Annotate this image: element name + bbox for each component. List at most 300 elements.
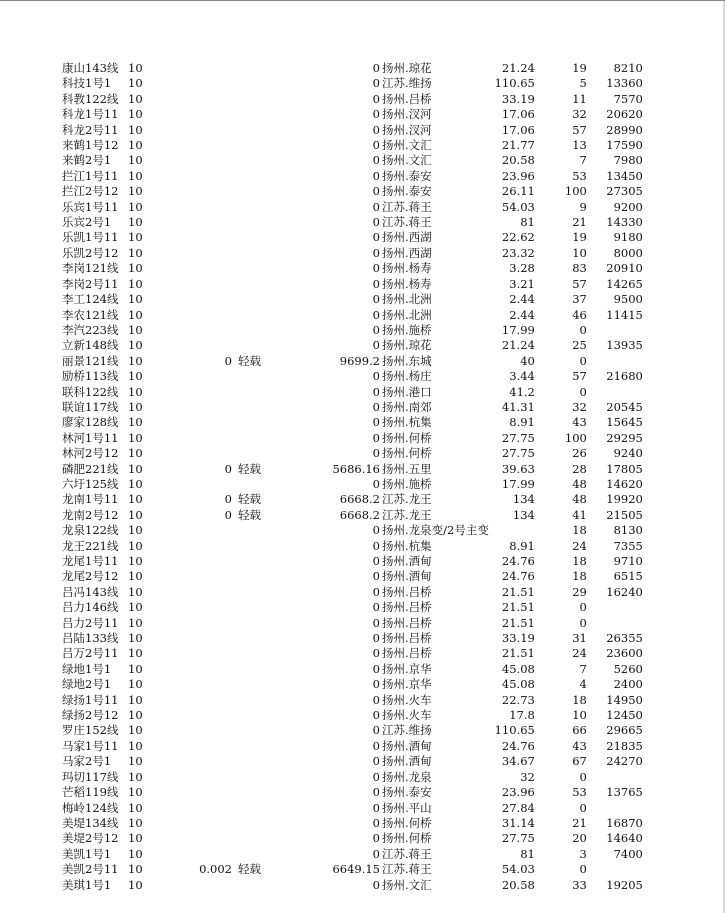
cell-rate — [176, 123, 232, 138]
cell-substation: 扬州.吕桥 — [382, 646, 432, 661]
cell-rate — [176, 878, 232, 893]
cell-line-name: 罗庄152线 — [62, 723, 119, 738]
cell-capacity: 9500 — [613, 292, 643, 307]
table-row — [62, 616, 643, 631]
cell-voltage: 10 — [128, 245, 143, 260]
cell-length: 27.84 — [501, 800, 535, 815]
table-row — [62, 708, 643, 723]
cell-percent: 53 — [572, 785, 587, 800]
cell-load-status: 轻载 — [238, 507, 261, 522]
cell-percent: 53 — [572, 168, 587, 183]
cell-rate: 0 — [224, 492, 232, 507]
cell-line-name: 科龙2号11 — [62, 122, 119, 137]
cell-substation: 扬州.文汇 — [382, 877, 432, 892]
cell-voltage: 10 — [128, 507, 143, 522]
cell-voltage: 10 — [128, 461, 143, 476]
cell-length: 2.44 — [509, 307, 535, 322]
cell-percent: 5 — [579, 76, 587, 91]
cell-capacity: 13935 — [606, 338, 643, 353]
cell-length: 134 — [512, 507, 535, 522]
cell-substation: 扬州.吕桥 — [382, 631, 432, 646]
cell-percent: 46 — [572, 307, 587, 322]
cell-rate — [176, 369, 232, 384]
table-row — [62, 677, 643, 692]
cell-load-status — [232, 369, 278, 384]
cell-load-value: 0 — [372, 215, 380, 230]
cell-voltage: 10 — [128, 446, 143, 461]
cell-voltage: 10 — [128, 430, 143, 445]
cell-load-status — [232, 693, 278, 708]
cell-load-value: 5686.16 — [332, 461, 380, 476]
cell-voltage: 10 — [128, 846, 143, 861]
cell-rate — [176, 539, 232, 554]
cell-capacity — [587, 770, 643, 785]
cell-substation: 江苏.蒋王 — [382, 862, 432, 877]
table-row — [62, 878, 643, 893]
cell-load-status — [232, 523, 278, 538]
cell-load-status — [232, 184, 278, 199]
cell-percent: 32 — [572, 107, 587, 122]
cell-load-status — [232, 308, 278, 323]
cell-voltage: 10 — [128, 107, 143, 122]
cell-capacity: 12450 — [606, 708, 643, 723]
cell-load-status — [232, 153, 278, 168]
cell-length: 33.19 — [501, 631, 535, 646]
cell-percent: 0 — [579, 384, 587, 399]
cell-rate — [176, 169, 232, 184]
cell-rate — [176, 831, 232, 846]
cell-percent: 57 — [572, 276, 587, 291]
cell-substation: 扬州.火车 — [382, 708, 432, 723]
cell-substation: 扬州.泰安 — [382, 184, 432, 199]
cell-rate — [176, 600, 232, 615]
cell-line-name: 马家2号1 — [62, 754, 112, 769]
cell-percent: 0 — [579, 862, 587, 877]
cell-voltage: 10 — [128, 692, 143, 707]
cell-percent: 18 — [572, 523, 587, 538]
cell-load-value: 0 — [372, 831, 380, 846]
cell-voltage: 10 — [128, 631, 143, 646]
cell-load-status: 轻载 — [238, 862, 261, 877]
cell-line-name: 吕力2号11 — [62, 615, 119, 630]
table-row — [62, 400, 643, 415]
cell-substation: 扬州.港口 — [382, 384, 432, 399]
cell-voltage: 10 — [128, 523, 143, 538]
cell-capacity: 7570 — [613, 91, 643, 106]
cell-load-value: 0 — [372, 708, 380, 723]
cell-rate — [176, 723, 232, 738]
cell-rate: 0.002 — [199, 862, 232, 877]
cell-line-name: 李岗2号11 — [62, 276, 119, 291]
cell-load-status — [232, 215, 278, 230]
cell-load-value: 0 — [372, 800, 380, 815]
cell-length: 8.91 — [509, 415, 535, 430]
cell-load-status — [232, 600, 278, 615]
cell-voltage: 10 — [128, 877, 143, 892]
cell-capacity — [587, 323, 643, 338]
cell-length: 23.32 — [501, 245, 535, 260]
table-row — [62, 385, 643, 400]
cell-percent: 13 — [572, 138, 587, 153]
cell-length: 20.58 — [501, 877, 535, 892]
cell-percent: 66 — [572, 723, 587, 738]
cell-line-name: 美琪1号1 — [62, 877, 112, 892]
cell-capacity: 9240 — [613, 446, 643, 461]
cell-substation: 扬州.泰安 — [382, 785, 432, 800]
cell-load-status — [232, 878, 278, 893]
cell-capacity: 2400 — [613, 677, 643, 692]
cell-percent: 26 — [572, 446, 587, 461]
cell-percent: 10 — [572, 245, 587, 260]
cell-substation: 扬州.汊河 — [382, 122, 432, 137]
cell-length: 17.06 — [501, 107, 535, 122]
cell-rate — [176, 292, 232, 307]
cell-length: 17.99 — [501, 322, 535, 337]
cell-length: 21.24 — [501, 338, 535, 353]
cell-substation: 扬州.杨庄 — [382, 369, 432, 384]
cell-rate — [176, 246, 232, 261]
table-row — [62, 831, 643, 846]
cell-length: 134 — [512, 492, 535, 507]
cell-load-value: 0 — [372, 569, 380, 584]
cell-voltage: 10 — [128, 661, 143, 676]
cell-rate — [176, 338, 232, 353]
cell-capacity: 23600 — [606, 646, 643, 661]
cell-substation: 江苏.龙王 — [382, 507, 432, 522]
table-row — [62, 431, 643, 446]
cell-capacity: 14620 — [606, 476, 643, 491]
cell-load-value: 0 — [372, 338, 380, 353]
cell-load-value: 0 — [372, 754, 380, 769]
cell-percent: 0 — [579, 322, 587, 337]
cell-voltage: 10 — [128, 600, 143, 615]
table-row — [62, 184, 643, 199]
cell-rate — [176, 785, 232, 800]
cell-rate — [176, 215, 232, 230]
cell-line-name: 芒稻119线 — [62, 785, 119, 800]
cell-percent: 28 — [572, 461, 587, 476]
cell-percent: 67 — [572, 754, 587, 769]
cell-rate — [176, 801, 232, 816]
cell-capacity: 14265 — [606, 276, 643, 291]
cell-load-value: 0 — [372, 476, 380, 491]
cell-rate — [176, 308, 232, 323]
table-row — [62, 508, 643, 523]
cell-capacity: 11415 — [606, 307, 643, 322]
cell-load-value: 0 — [372, 785, 380, 800]
cell-load-value: 0 — [372, 76, 380, 91]
cell-substation: 扬州.施桥 — [382, 476, 432, 491]
cell-length: 45.08 — [501, 661, 535, 676]
cell-percent: 33 — [572, 877, 587, 892]
cell-load-value: 0 — [372, 846, 380, 861]
table-row — [62, 693, 643, 708]
cell-capacity: 8130 — [613, 523, 643, 538]
table-row — [62, 600, 643, 615]
cell-substation: 扬州.吕桥 — [382, 600, 432, 615]
cell-rate — [176, 646, 232, 661]
table-row — [62, 261, 643, 276]
table-row — [62, 446, 643, 461]
cell-line-name: 龙泉122线 — [62, 523, 119, 538]
cell-percent: 18 — [572, 554, 587, 568]
cell-percent: 48 — [572, 492, 587, 507]
cell-capacity — [587, 354, 643, 369]
cell-length: 27.75 — [501, 430, 535, 445]
cell-load-value: 0 — [372, 692, 380, 707]
cell-voltage: 10 — [128, 492, 143, 507]
cell-voltage: 10 — [128, 153, 143, 168]
cell-length: 21.51 — [501, 646, 535, 661]
cell-line-name: 美堤134线 — [62, 815, 119, 830]
cell-substation: 扬州.何桥 — [382, 831, 432, 846]
cell-rate — [176, 323, 232, 338]
cell-length: 20.58 — [501, 153, 535, 168]
table-row — [62, 801, 643, 816]
cell-line-name: 林河1号11 — [62, 430, 119, 445]
cell-load-status — [232, 723, 278, 738]
cell-percent: 0 — [579, 769, 587, 784]
cell-substation: 扬州.酒甸 — [382, 754, 432, 769]
cell-substation: 扬州.何桥 — [382, 446, 432, 461]
cell-load-status — [232, 631, 278, 646]
cell-line-name: 绿地2号1 — [62, 677, 112, 692]
cell-voltage: 10 — [128, 399, 143, 414]
cell-capacity: 5260 — [613, 661, 643, 676]
cell-rate — [176, 61, 232, 76]
cell-load-value: 0 — [372, 230, 380, 245]
cell-substation: 扬州.北洲 — [382, 307, 432, 322]
cell-voltage: 10 — [128, 307, 143, 322]
cell-percent: 37 — [572, 292, 587, 307]
cell-load-status — [232, 770, 278, 785]
cell-load-status — [232, 569, 278, 584]
cell-percent: 57 — [572, 122, 587, 137]
cell-load-status: 轻载 — [238, 461, 261, 476]
cell-length: 23.96 — [501, 785, 535, 800]
cell-substation: 扬州.西湖 — [382, 230, 432, 245]
cell-capacity: 21680 — [606, 369, 643, 384]
cell-substation: 扬州.龙泉变/2号主变 — [382, 523, 489, 538]
cell-length: 54.03 — [501, 862, 535, 877]
cell-substation: 扬州.琼花 — [382, 338, 432, 353]
cell-length: 41.2 — [509, 384, 535, 399]
cell-rate — [176, 200, 232, 215]
cell-capacity: 14640 — [606, 831, 643, 846]
cell-load-value: 0 — [372, 91, 380, 106]
cell-capacity: 20910 — [606, 261, 643, 276]
cell-substation: 扬州.五里 — [382, 461, 432, 476]
cell-voltage: 10 — [128, 415, 143, 430]
cell-substation: 扬州.京华 — [382, 677, 432, 692]
cell-percent: 100 — [564, 430, 587, 445]
cell-load-value: 0 — [372, 631, 380, 646]
cell-substation: 扬州.琼花 — [382, 61, 432, 75]
cell-substation: 扬州.杨寿 — [382, 261, 432, 276]
cell-percent: 4 — [579, 677, 587, 692]
cell-substation: 扬州.何桥 — [382, 430, 432, 445]
cell-load-value: 6668.2 — [339, 492, 380, 507]
cell-load-value: 0 — [372, 815, 380, 830]
cell-load-value: 0 — [372, 646, 380, 661]
cell-rate — [176, 385, 232, 400]
table-row — [62, 246, 643, 261]
table-row — [62, 215, 643, 230]
cell-length: 54.03 — [501, 199, 535, 214]
cell-load-status — [232, 662, 278, 677]
cell-line-name: 李工124线 — [62, 292, 119, 307]
cell-capacity: 13360 — [606, 76, 643, 91]
cell-substation: 扬州.施桥 — [382, 322, 432, 337]
table-row — [62, 369, 643, 384]
cell-load-status — [232, 801, 278, 816]
table-row — [62, 277, 643, 292]
cell-substation: 江苏.维扬 — [382, 723, 432, 738]
table-row — [62, 323, 643, 338]
cell-voltage: 10 — [128, 61, 143, 75]
cell-voltage: 10 — [128, 292, 143, 307]
cell-rate — [176, 847, 232, 862]
cell-substation: 扬州.西湖 — [382, 245, 432, 260]
cell-percent: 19 — [572, 61, 587, 75]
cell-rate — [176, 569, 232, 584]
data-table — [62, 61, 643, 893]
cell-rate — [176, 107, 232, 122]
cell-voltage: 10 — [128, 862, 143, 877]
cell-line-name: 立新148线 — [62, 338, 119, 353]
cell-line-name: 绿地1号1 — [62, 661, 112, 676]
cell-load-status — [232, 677, 278, 692]
cell-capacity: 26355 — [606, 631, 643, 646]
cell-load-status — [232, 338, 278, 353]
cell-load-value: 0 — [372, 769, 380, 784]
cell-load-status — [232, 708, 278, 723]
cell-load-value: 0 — [372, 584, 380, 599]
cell-line-name: 美堤2号12 — [62, 831, 119, 846]
cell-rate — [176, 477, 232, 492]
cell-load-status — [232, 539, 278, 554]
cell-load-status — [232, 61, 278, 76]
cell-voltage: 10 — [128, 476, 143, 491]
cell-rate: 0 — [224, 461, 232, 476]
cell-length: 21.24 — [501, 61, 535, 75]
cell-voltage: 10 — [128, 769, 143, 784]
table-row — [62, 123, 643, 138]
cell-voltage: 10 — [128, 738, 143, 753]
cell-line-name: 绿扬2号12 — [62, 708, 119, 723]
cell-line-name: 吕力146线 — [62, 600, 119, 615]
cell-percent: 7 — [579, 153, 587, 168]
cell-capacity: 14950 — [606, 692, 643, 707]
cell-load-status — [232, 816, 278, 831]
cell-voltage: 10 — [128, 569, 143, 584]
cell-length: 2.44 — [509, 292, 535, 307]
cell-line-name: 乐宾1号11 — [62, 199, 119, 214]
cell-substation: 扬州.南郊 — [382, 399, 432, 414]
table-row — [62, 462, 643, 477]
cell-percent: 57 — [572, 369, 587, 384]
cell-line-name: 乐凯1号11 — [62, 230, 119, 245]
cell-voltage: 10 — [128, 554, 143, 568]
cell-percent: 7 — [579, 661, 587, 676]
cell-load-value: 0 — [372, 430, 380, 445]
cell-line-name: 来鹤2号1 — [62, 153, 112, 168]
cell-percent: 21 — [572, 215, 587, 230]
table-body — [62, 61, 643, 893]
cell-voltage: 10 — [128, 76, 143, 91]
cell-capacity: 7980 — [613, 153, 643, 168]
cell-percent: 41 — [572, 507, 587, 522]
cell-length: 24.76 — [501, 569, 535, 584]
cell-line-name: 龙尾2号12 — [62, 569, 119, 584]
cell-percent: 11 — [572, 91, 587, 106]
cell-substation: 扬州.火车 — [382, 692, 432, 707]
cell-substation: 扬州.汊河 — [382, 107, 432, 122]
cell-load-value: 0 — [372, 877, 380, 892]
cell-rate — [176, 415, 232, 430]
cell-line-name: 李岗121线 — [62, 261, 119, 276]
cell-percent: 29 — [572, 584, 587, 599]
cell-capacity — [587, 616, 643, 631]
cell-rate — [176, 693, 232, 708]
cell-percent: 43 — [572, 738, 587, 753]
cell-load-value: 0 — [372, 677, 380, 692]
cell-voltage: 10 — [128, 754, 143, 769]
cell-capacity — [587, 801, 643, 816]
cell-load-status: 轻载 — [238, 492, 261, 507]
table-row — [62, 492, 643, 507]
table-row — [62, 292, 643, 307]
cell-length: 21.51 — [501, 600, 535, 615]
cell-load-value: 0 — [372, 245, 380, 260]
cell-percent: 83 — [572, 261, 587, 276]
table-row — [62, 569, 643, 584]
cell-load-status — [232, 477, 278, 492]
table-row — [62, 354, 643, 369]
cell-line-name: 龙尾1号11 — [62, 554, 119, 568]
cell-load-status — [232, 616, 278, 631]
cell-substation: 扬州.京华 — [382, 661, 432, 676]
cell-percent: 21 — [572, 815, 587, 830]
cell-line-name: 磷肥221线 — [62, 461, 119, 476]
cell-length: 22.62 — [501, 230, 535, 245]
cell-line-name: 乐宾2号1 — [62, 215, 112, 230]
cell-percent: 43 — [572, 415, 587, 430]
cell-length: 81 — [520, 215, 535, 230]
cell-percent: 19 — [572, 230, 587, 245]
cell-load-status — [232, 847, 278, 862]
cell-load-status — [232, 739, 278, 754]
cell-line-name: 廖家128线 — [62, 415, 119, 430]
table-row — [62, 816, 643, 831]
cell-voltage: 10 — [128, 276, 143, 291]
cell-load-status — [232, 585, 278, 600]
cell-length: 110.65 — [494, 76, 535, 91]
cell-load-value: 0 — [372, 538, 380, 553]
cell-rate — [176, 230, 232, 245]
cell-substation: 扬州.文汇 — [382, 153, 432, 168]
cell-load-status — [232, 754, 278, 769]
cell-voltage: 10 — [128, 369, 143, 384]
cell-capacity — [587, 385, 643, 400]
cell-length: 17.06 — [501, 122, 535, 137]
cell-line-name: 龙王221线 — [62, 538, 119, 553]
cell-line-name: 联谊117线 — [62, 399, 119, 414]
cell-line-name: 吕冯143线 — [62, 584, 119, 599]
cell-length: 21.77 — [501, 138, 535, 153]
cell-load-status — [232, 107, 278, 122]
cell-percent: 32 — [572, 399, 587, 414]
